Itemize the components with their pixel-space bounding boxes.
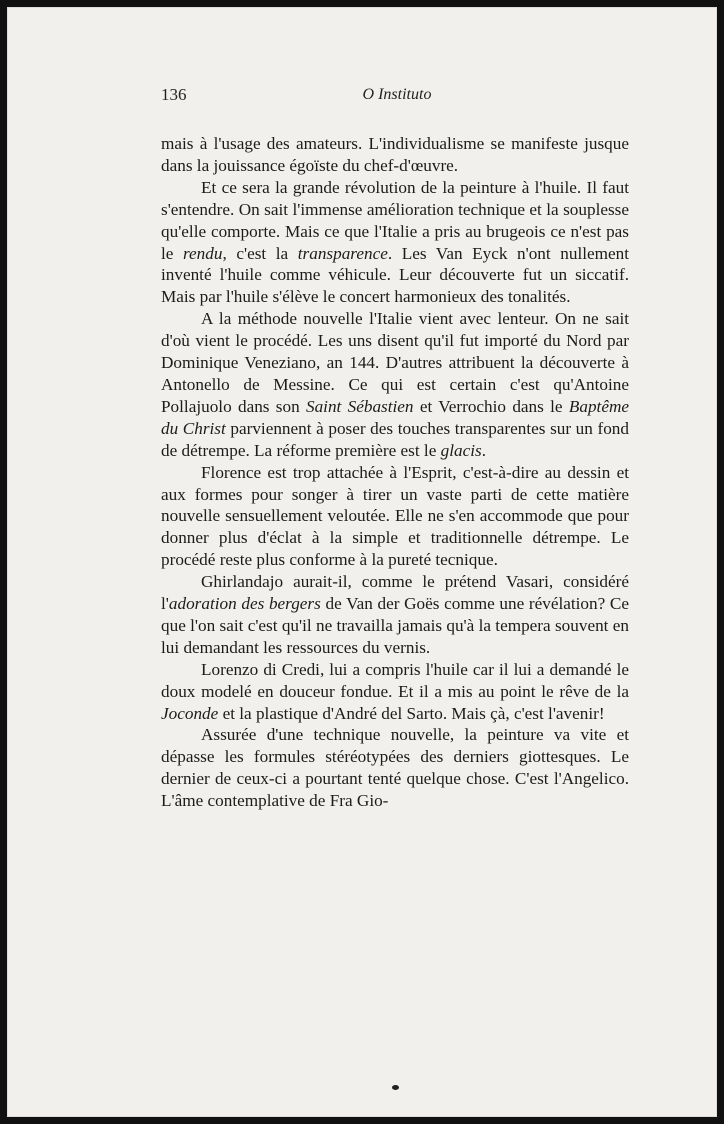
running-title: O Instituto xyxy=(362,86,432,103)
italic-term: transparence xyxy=(297,243,388,263)
paragraph: Ghirlandajo aurait-il, comme le prétend Vasari, considéré l'adoration des bergers de Van der Goës comme une révélation? Ce que l'on sait c'est qu'il ne travailla jamais qu'à la tempera souvent en lui demandant les ressources du vernis. xyxy=(161,572,629,657)
paragraph: Florence est trop attachée à l'Esprit, c'est-à-dire au dessin et aux formes pour songer à tirer un vaste parti de cette matière nouvelle sensuellement veloutée. Elle ne s'en accommode que pour donner plus d'éclat à la simple et traditionnelle détrempe. Le procédé reste plus conforme à la pureté tecnique. xyxy=(161,462,629,570)
paragraph: Lorenzo di Credi, lui a compris l'huile car il lui a demandé le doux modelé en douceur fondue. Et il a mis au point le rêve de la Joconde et la plastique d'André del Sarto. Mais çà, c'est l'avenir! xyxy=(161,659,629,723)
paragraph: Assurée d'une technique nouvelle, la peinture va vite et dépasse les formules stéréotypées des derniers giottesques. Le dernier de ceux-ci a pourtant tenté quelque chose. C'est l'Angelico. L'âme contemplative de Fra Gio- xyxy=(161,725,629,811)
italic-title: Joconde xyxy=(161,703,219,723)
paragraph: mais à l'usage des amateurs. L'individualisme se manifeste jusque dans la jouissance égoïste du chef-d'œuvre. xyxy=(161,134,629,175)
page-mark xyxy=(392,1085,399,1090)
italic-title: Saint Sébastien xyxy=(305,396,414,416)
body-text xyxy=(161,133,629,812)
italic-term: rendu xyxy=(183,243,223,263)
italic-title: Baptême du Christ xyxy=(161,396,629,438)
paragraph: Et ce sera la grande révolution de la peinture à l'huile. Il faut s'entendre. On sait l'immense amélioration technique et la souplesse qu'elle comporte. Mais ce que l'Italie a pris au brugeois ce n'est pas le rendu, c'est la transparence. Les Van Eyck n'ont nullement inventé l'huile comme véhicule. Leur découverte fut un siccatif. Mais par l'huile s'élève le concert harmonieux des tonalités. xyxy=(161,177,630,307)
italic-title: adoration des bergers xyxy=(168,594,321,614)
paragraph: A la méthode nouvelle l'Italie vient avec lenteur. On ne sait d'où vient le procédé. Les uns disent qu'il fut importé du Nord par Dominique Veneziano, an 144. D'autres attribuent la découverte à Antonello de Messine. Ce qui est certain c'est qu'Antoine Pollajuolo dans son Saint Sébastien et Verrochio dans le Baptême du Christ parviennent à poser des touches transparentes sur un fond de détrempe. La réforme première est le glacis. xyxy=(161,309,629,460)
page-number: 136 xyxy=(161,85,187,104)
page-header xyxy=(7,85,717,109)
book-page xyxy=(7,7,717,1117)
italic-term: glacis xyxy=(440,440,482,460)
